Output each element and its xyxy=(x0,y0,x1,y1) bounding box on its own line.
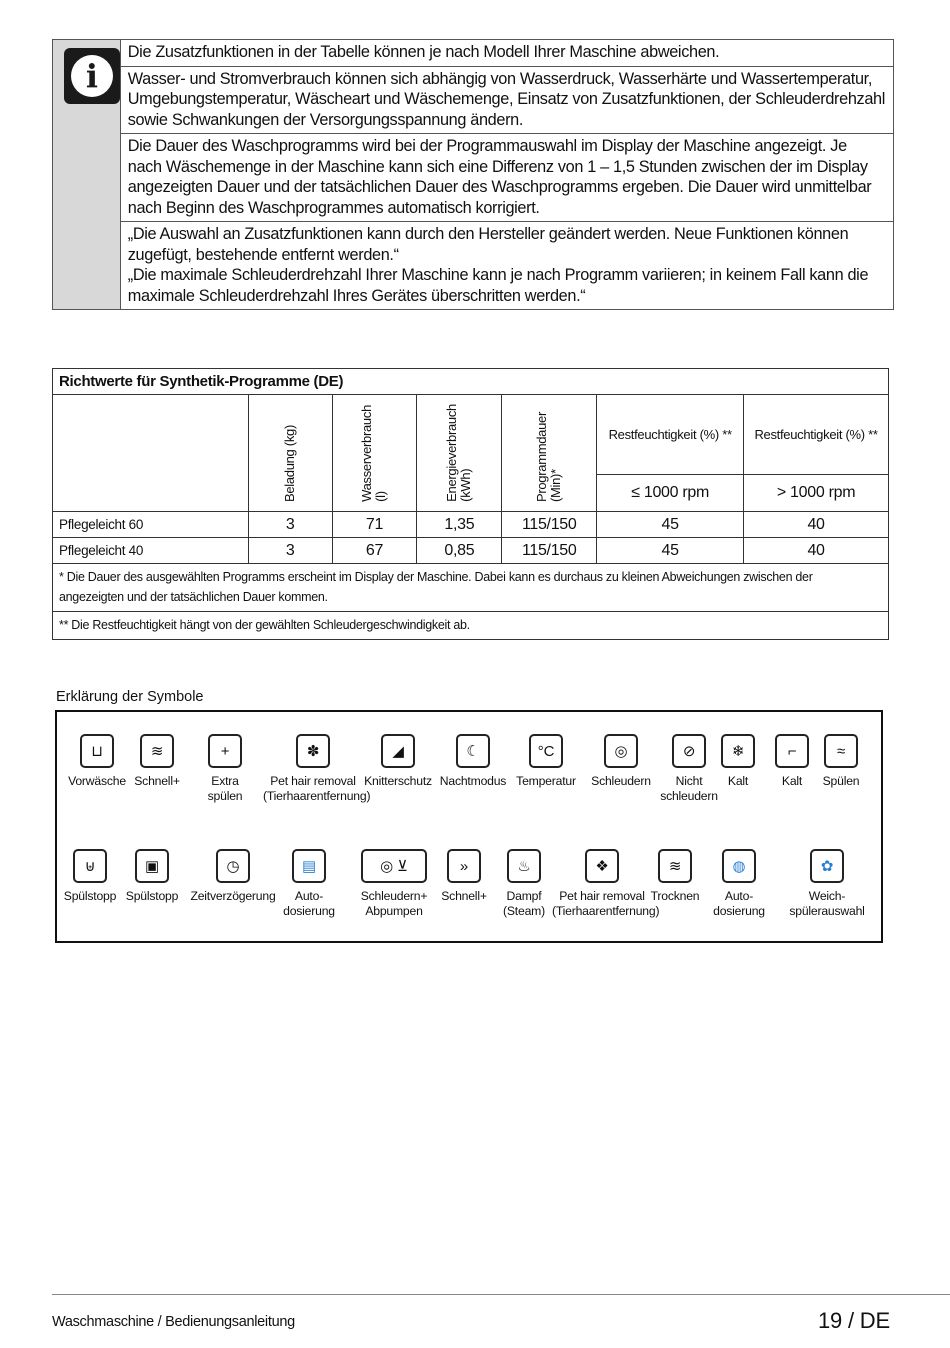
footer-divider xyxy=(52,1294,950,1295)
symbol-label: Abpumpen xyxy=(365,904,423,918)
spin-drain-icon: ◎ ⊻ xyxy=(361,849,427,883)
table-footnote-duration: * Die Dauer des ausgewählten Programms erscheint im Display der Maschine. Dabei kann es durchaus zu kleinen Abweichungen zwischen der angezeigten und der tatsächlichen Dauer kommen. xyxy=(53,564,889,612)
symbol-softener xyxy=(777,849,877,919)
symbol-label: Temperatur xyxy=(516,774,576,788)
info-row xyxy=(121,221,893,309)
rest-high-value: 40 xyxy=(744,538,889,564)
info-text: Die Dauer des Waschprogramms wird bei der Programmauswahl im Display der Maschine angezeigt. Je xyxy=(127,137,847,155)
symbol-label: dosierung xyxy=(283,904,335,918)
symbol-label: spülen xyxy=(207,789,243,803)
rest-high-value: 40 xyxy=(744,512,889,538)
info-text: Die Zusatzfunktionen in der Tabelle können je nach Modell Ihrer Maschine abweichen. xyxy=(127,43,720,61)
auto-dosing-icon: ▤ xyxy=(292,849,326,883)
no-spin-icon: ⊘ xyxy=(672,734,706,768)
header-rpm-low: ≤ 1000 rpm xyxy=(597,474,744,511)
symbol-label: Auto- xyxy=(294,889,324,903)
energy-value: 1,35 xyxy=(417,512,502,538)
dry-icon: ≋ xyxy=(658,849,692,883)
info-text: maximale Schleuderdrehzahl Ihres Gerätes überschritten werden.“ xyxy=(127,286,586,305)
info-row xyxy=(121,66,893,134)
symbol-label: Kalt xyxy=(781,774,803,788)
header-duration: Programmdauer (Min)* xyxy=(502,395,597,512)
symbols-box xyxy=(55,710,883,943)
info-text: sowie Schwankungen der Versorgungsspannung ändern. xyxy=(127,110,524,129)
symbol-label: Spülstopp xyxy=(63,889,117,903)
symbol-label: Kalt xyxy=(727,774,749,788)
steam-icon: ♨ xyxy=(507,849,541,883)
table-row xyxy=(53,512,889,538)
info-row xyxy=(121,133,893,221)
symbol-label: Dampf xyxy=(506,889,542,903)
symbol-label: dosierung xyxy=(713,904,765,918)
load-value: 3 xyxy=(248,538,332,564)
symbol-extra-rinse xyxy=(175,734,275,804)
duration-value: 115/150 xyxy=(502,538,597,564)
delay-timer-icon: ◷ xyxy=(216,849,250,883)
rest-low-value: 45 xyxy=(597,538,744,564)
info-sidebar xyxy=(53,40,121,309)
symbol-label: Schnell+ xyxy=(441,889,487,903)
table-header-empty xyxy=(53,395,249,512)
symbol-label: Weich- xyxy=(808,889,846,903)
symbol-label: Schnell+ xyxy=(134,774,180,788)
symbol-label: (Steam) xyxy=(503,904,545,918)
softener-icon: ✿ xyxy=(810,849,844,883)
symbol-label: Pet hair removal xyxy=(270,774,356,788)
symbol-label: Vorwäsche xyxy=(68,774,126,788)
info-rows xyxy=(121,40,893,309)
night-mode-icon: ☾ xyxy=(456,734,490,768)
header-energy: Energieverbrauch (kWh) xyxy=(417,395,502,512)
table-footnote-moisture: ** Die Restfeuchtigkeit hängt von der gewählten Schleudergeschwindigkeit ab. xyxy=(53,612,889,640)
cold-icon: ❄ xyxy=(721,734,755,768)
iron-icon: ◢ xyxy=(381,734,415,768)
header-residual-moisture-low: Restfeuchtigkeit (%) ** xyxy=(597,395,744,475)
program-name: Pflegeleicht 40 xyxy=(53,538,249,564)
load-value: 3 xyxy=(248,512,332,538)
symbol-label: (Tierhaarentfernung) xyxy=(552,904,660,918)
symbol-label: (Tierhaarentfernung) xyxy=(263,789,371,803)
info-text: Wasser- und Stromverbrauch können sich abhängig von Wasserdruck, Wasserhärte und Wassertemperatur, xyxy=(127,69,872,88)
auto-dosing-bottle-icon: ◍ xyxy=(722,849,756,883)
rinse-icon: ≈ xyxy=(824,734,858,768)
symbol-label: schleudern xyxy=(660,789,718,803)
symbol-label: Nicht xyxy=(675,774,703,788)
table-title: Richtwerte für Synthetik-Programme (DE) xyxy=(53,369,889,395)
prewash-icon: ⊔ xyxy=(80,734,114,768)
symbol-rinse xyxy=(791,734,891,789)
paw-icon: ❖ xyxy=(585,849,619,883)
info-text: nach Wäschemenge in der Maschine kann sich eine Differenz von 1 – 1,5 Stunden zwischen der im Display xyxy=(127,157,868,176)
symbol-label: Extra xyxy=(211,774,239,788)
symbol-label: Spülstopp xyxy=(125,889,179,903)
header-residual-moisture-high: Restfeuchtigkeit (%) ** xyxy=(744,395,889,475)
info-text: „Die maximale Schleuderdrehzahl Ihrer Maschine kann je nach Programm variieren; in keinem Fall kann die xyxy=(127,266,869,284)
info-text: „Die Auswahl an Zusatzfunktionen kann durch den Hersteller geändert werden. Neue Funktionen können xyxy=(127,225,849,243)
spin-icon: ◎ xyxy=(604,734,638,768)
rinse-hold-icon: ⊎ xyxy=(73,849,107,883)
temperature-icon: °C xyxy=(529,734,563,768)
footer-title: Waschmaschine / Bedienungsanleitung xyxy=(52,1314,295,1330)
duration-value: 115/150 xyxy=(502,512,597,538)
symbol-label: Knitterschutz xyxy=(364,774,432,788)
header-rpm-high: > 1000 rpm xyxy=(744,474,889,511)
fast-plus-icon: » xyxy=(447,849,481,883)
symbol-label: Schleudern+ xyxy=(360,889,428,903)
cold-tap-icon: ⌐ xyxy=(775,734,809,768)
symbols-title: Erklärung der Symbole xyxy=(56,689,204,705)
extra-rinse-icon: + xyxy=(208,734,242,768)
rest-low-value: 45 xyxy=(597,512,744,538)
symbol-label: Zeitverzögerung xyxy=(190,889,276,903)
symbol-label: Nachtmodus xyxy=(439,774,507,788)
info-row xyxy=(121,40,893,66)
synthetic-programs-table xyxy=(52,368,889,640)
header-load: Beladung (kg) xyxy=(248,395,332,512)
symbol-label: spülerauswahl xyxy=(789,904,865,918)
info-text: zugefügt, bestehende entfernt werden.“ xyxy=(127,245,399,264)
page-number: 19 / DE xyxy=(818,1308,890,1333)
symbol-label: Schleudern xyxy=(591,774,651,788)
symbol-label: Trocknen xyxy=(650,889,700,903)
info-text: Umgebungstemperatur, Wäscheart und Wäschemenge, Einsatz von Zusatzfunktionen, der Schleuderdrehzahl xyxy=(127,90,885,108)
symbol-label: Spülen xyxy=(822,774,860,788)
pet-hair-icon: ✽ xyxy=(296,734,330,768)
energy-value: 0,85 xyxy=(417,538,502,564)
header-water: Wasserverbrauch (l) xyxy=(332,395,417,512)
water-value: 71 xyxy=(332,512,417,538)
symbol-label: Pet hair removal xyxy=(559,889,645,903)
express-icon: ≋ xyxy=(140,734,174,768)
symbol-auto-dosing-bottle xyxy=(689,849,789,919)
info-text: angezeigten Dauer und der tatsächlichen Dauer des Waschprogramms ergeben. Die Dauer wird unmittelbar xyxy=(127,178,872,196)
table-row xyxy=(53,538,889,564)
program-name: Pflegeleicht 60 xyxy=(53,512,249,538)
water-value: 67 xyxy=(332,538,417,564)
symbol-label: Auto- xyxy=(724,889,754,903)
rinse-hold-tub-icon: ▣ xyxy=(135,849,169,883)
info-text: nach Beginn des Waschprogrammes automatisch korrigiert. xyxy=(127,198,540,217)
info-box xyxy=(52,39,894,310)
info-icon: i xyxy=(64,48,120,104)
